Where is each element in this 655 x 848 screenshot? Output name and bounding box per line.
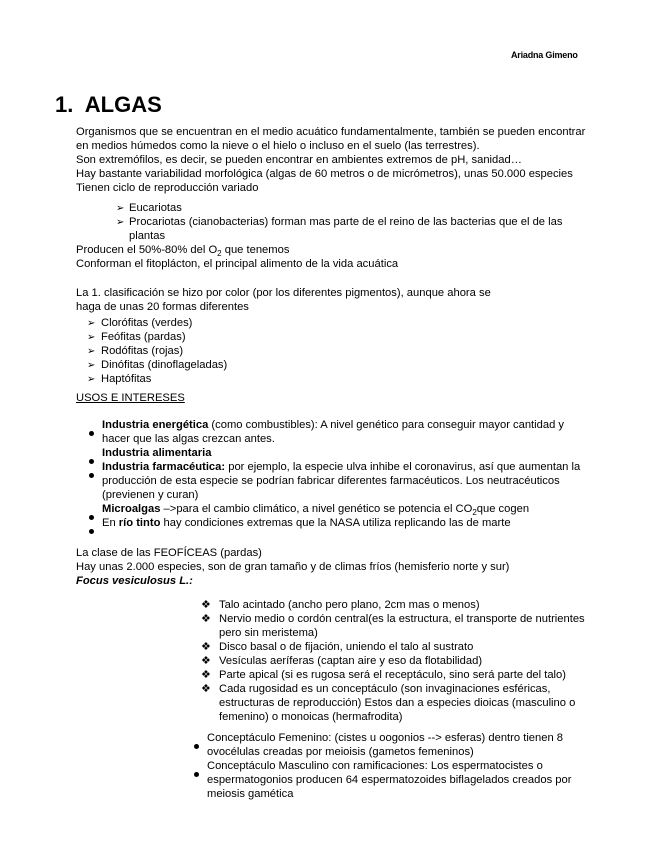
bullet-icon [89, 465, 94, 483]
list-item [87, 316, 95, 331]
classification-line-1: La 1. clasificación se hizo por color (por los diferentes pigmentos), aunque ahora se [76, 287, 491, 299]
use-item-3-cont: producción de esta especie se podrían fabricar diferentes farmacéuticos. Los neutracéuticos [102, 475, 560, 487]
arrow-bullet-icon: ➢ [116, 203, 125, 214]
dot-item-2-cont2: meiosis gamética [207, 788, 294, 800]
diamond-item-6-cont2: femenino) o monoicas (hermafrodita) [219, 711, 403, 723]
list-item [87, 372, 95, 387]
diamond-item-6-cont: estructuras de reproducción) Estos dan a especies dioicas (masculino o [219, 697, 576, 709]
dot-item-2-cont: espermatogonios producen 64 espermatozoides biflagelados creados por [207, 774, 572, 786]
diamond-item-3: Disco basal o de fijación, uniendo el talo al sustrato [219, 641, 474, 653]
section-number: 1. [55, 92, 74, 117]
oxygen-line: Producen el 50%-80% del $O_2$ que tenemos [76, 244, 290, 259]
list-item [116, 201, 124, 216]
bullet-icon [194, 736, 199, 754]
cycle-item-2-cont: plantas [129, 230, 166, 242]
species-name: Focus vesiculosus L.: [76, 575, 193, 587]
section-title [55, 92, 162, 118]
diamond-bullet-icon: ❖ [201, 599, 212, 611]
class-item-2: Feófitas (pardas) [101, 331, 186, 343]
diamond-bullet-icon: ❖ [201, 655, 212, 667]
section-title-text: ALGAS [84, 92, 162, 117]
list-item [87, 330, 95, 345]
class-item-5: Haptófitas [101, 373, 152, 385]
bullet-icon [89, 423, 94, 441]
author-name: Ariadna Gimeno [511, 50, 578, 60]
arrow-bullet-icon: ➢ [87, 332, 96, 343]
class-item-3: Rodófitas (rojas) [101, 345, 184, 357]
intro-line-4: Hay bastante variabilidad morfológica (algas de 60 metros o de micrómetros), unas 50.000 especies [76, 168, 573, 180]
dot-item-2: Conceptáculo Masculino con ramificaciones: Los espermatocistes o [207, 760, 543, 772]
intro-line-5: Tienen ciclo de reproducción variado [76, 182, 259, 194]
diamond-item-6: Cada rugosidad es un conceptáculo (son invaginaciones esféricas, [219, 683, 551, 695]
arrow-bullet-icon: ➢ [116, 217, 125, 228]
intro-line-2: en medios húmedos como la nieve o el hielo o incluso en el suelo (las terrestres). [76, 140, 480, 152]
classification-line-2: haga de unas 20 formas diferentes [76, 301, 249, 313]
cycle-item-2: Procariotas (cianobacterias) forman mas parte de el reino de las bacterias que el de las [129, 216, 563, 228]
feoficeas-line-2: Hay unas 2.000 especies, son de gran tamaño y de climas fríos (hemisferio norte y sur) [76, 561, 510, 573]
diamond-bullet-icon: ❖ [201, 683, 212, 695]
uses-heading: USOS E INTERESES [76, 392, 185, 404]
feoficeas-line-1: La clase de las FEOFÍCEAS (pardas) [76, 547, 262, 559]
arrow-bullet-icon: ➢ [87, 374, 96, 385]
intro-line-1: Organismos que se encuentran en el medio acuático fundamentalmente, también se pueden encontrar [76, 126, 586, 138]
use-item-3-cont2: (previenen y curan) [102, 489, 199, 501]
phytoplankton-line: Conforman el fitoplácton, el principal alimento de la vida acuática [76, 258, 399, 270]
bullet-icon [194, 764, 199, 782]
diamond-bullet-icon: ❖ [201, 641, 212, 653]
use-item-5: En río tinto hay condiciones extremas que la NASA utiliza replicando las de marte [102, 517, 511, 529]
diamond-item-2: Nervio medio o cordón central(es la estructura, el transporte de nutrientes [219, 613, 585, 625]
use-item-1-cont: hacer que las algas crezcan antes. [102, 433, 275, 445]
class-item-1: Clorófitas (verdes) [101, 317, 193, 329]
diamond-item-5: Parte apical (si es rugosa será el receptáculo, sino será parte del talo) [219, 669, 566, 681]
arrow-bullet-icon: ➢ [87, 346, 96, 357]
diamond-bullet-icon: ❖ [201, 669, 212, 681]
diamond-bullet-icon: ❖ [201, 613, 212, 625]
use-item-2: Industria alimentaria [102, 447, 212, 459]
arrow-bullet-icon: ➢ [87, 318, 96, 329]
list-item [87, 358, 95, 373]
use-item-1: Industria energética (como combustibles): A nivel genético para conseguir mayor cantidad y [102, 419, 565, 431]
arrow-bullet-icon: ➢ [87, 360, 96, 371]
list-item [116, 215, 124, 230]
use-item-3: Industria farmacéutica: por ejemplo, la especie ulva inhibe el coronavirus, así que aumentan la [102, 461, 581, 473]
diamond-item-4: Vesículas aeríferas (captan aire y eso da flotabilidad) [219, 655, 483, 667]
cycle-item-1: Eucariotas [129, 202, 182, 214]
dot-item-1: Conceptáculo Femenino: (cistes u oogonios --> esferas) dentro tienen 8 [207, 732, 564, 744]
diamond-item-1: Talo acintado (ancho pero plano, 2cm mas o menos) [219, 599, 480, 611]
intro-line-3: Son extremófilos, es decir, se pueden encontrar en ambientes extremos de pH, sanidad… [76, 154, 522, 166]
use-item-4: Microalgas –>para el cambio climático, a nivel genético se potencia el $CO_2que$ cogen [102, 503, 530, 518]
class-item-4: Dinófitas (dinoflageladas) [101, 359, 228, 371]
bullet-icon [89, 521, 94, 539]
diamond-item-2-cont: pero sin meristema) [219, 627, 318, 639]
dot-item-1-cont: ovocélulas creadas por meioisis (gametos femeninos) [207, 746, 474, 758]
list-item [87, 344, 95, 359]
